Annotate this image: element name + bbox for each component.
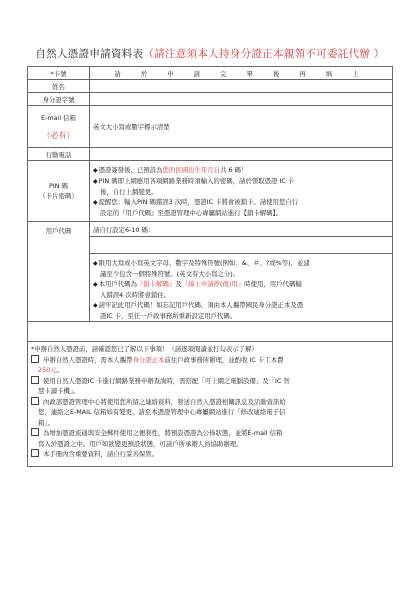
card-number-label: *卡號 xyxy=(28,67,90,80)
email-label-cell xyxy=(28,106,90,148)
id-number-row xyxy=(28,93,393,106)
title-warning: （請注意須本人持身分證正本親領不可委託代辦 ） xyxy=(143,48,385,60)
email-label: E-mail 信箱 xyxy=(41,113,76,122)
id-number-field[interactable] xyxy=(90,93,393,106)
application-table xyxy=(27,66,393,467)
mobile-row xyxy=(28,148,393,161)
form-title xyxy=(0,46,420,61)
checklist-row xyxy=(28,342,393,467)
pin-sublabel: （卡片密碼） xyxy=(39,192,78,200)
email-field[interactable] xyxy=(90,106,393,148)
diamond-bullet-icon: ◆ xyxy=(93,198,98,206)
user-code-input-line[interactable] xyxy=(90,224,392,237)
user-code-cell: 請自行設定6-10 碼： ◆限用大寫或小寫英文字母、數字及特殊符號(例如：&、＃、?或%等)，並建 議至少包含一個特殊符號。(英文有大小寫之分)。 ◆本用戶代碼為『鎖卡解碼』及『線上申請停(復)用』時使用，用戶代碼輸 入錯誤4 次時將會鎖住。 ◆請牢記此用戶代碼！如忘記用戶代碼，須由本人攜帶國民身分證正本及憑 證IC 卡，至任一戶政事務所重新設定用戶代碼。 xyxy=(90,222,393,322)
diamond-bullet-icon: ◆ xyxy=(93,260,98,267)
card-number-note[interactable]: 請 於 申 請 完 畢 後 再 填 上 xyxy=(90,67,393,80)
pin-row xyxy=(28,161,393,222)
checkbox-public-status[interactable] xyxy=(31,428,39,436)
checkbox-identity-docs[interactable] xyxy=(31,355,39,363)
name-field[interactable] xyxy=(90,80,393,93)
user-code-input-area[interactable] xyxy=(90,237,392,254)
card-fee: 250元 xyxy=(38,366,57,374)
mobile-field[interactable] xyxy=(90,148,393,161)
checkbox-keep-manual[interactable] xyxy=(31,449,39,457)
pin-label-cell xyxy=(28,161,90,222)
title-main: 自然人憑證申請資料表 xyxy=(35,48,144,60)
name-label: 姓名 xyxy=(28,80,90,93)
online-suspend-term: 『線上申請停(復)用』 xyxy=(181,280,245,288)
email-required-label: （必有） xyxy=(42,130,75,140)
pin-notes: ◆憑證簽發後，已預設為您的民國出生年月日共 6 碼！ ◆PIN 碼即上網應用各項網路業務時須輸入的密碼，請於領取憑證 IC 卡 後，自行上網變更。 ◆提醒您：輸入PIN 碼錯誤3 次時，憑證IC 卡將會被鎖卡。請使用您自行 設定的『用戶代碼』至憑證管理中心專屬網站進行【鎖卡解碼】。 xyxy=(90,161,393,222)
unlock-card-term: 『鎖卡解碼』 xyxy=(136,280,176,288)
diamond-bullet-icon: ◆ xyxy=(93,302,98,309)
user-code-prompt: 請自行設定6-10 碼： xyxy=(93,226,155,234)
email-row xyxy=(28,106,393,148)
diamond-bullet-icon: ◆ xyxy=(93,166,98,174)
id-number-label: 身分證字號 xyxy=(28,93,90,106)
mobile-label: 行動電話 xyxy=(28,148,90,161)
pin-default-value: 您的民國出生年月日 xyxy=(162,165,221,174)
spacer-row xyxy=(28,322,393,342)
user-code-label: 用戶代碼 xyxy=(28,222,90,322)
email-hint: 英文大小寫或數字標示清楚 xyxy=(93,123,170,131)
name-row xyxy=(28,80,393,93)
checkbox-card-reader[interactable] xyxy=(31,376,39,384)
checklist-cell: *申辦自然人憑證前，請確認您已了解以下事項！（請逐項閱讀並打勾表示了解） 申辦自然人憑證時，需本人攜帶身分證正本前往戶政事務所辦理，並酌收 IC 卡工本費 250元。 使用自然人憑證IC 卡進行網路業務申辦查詢時，需搭配「可上網之電腦設備」及「IC 智 慧卡讀卡機」。 內政部憑證管理中心將使用您所留之連絡資料，發送自然人憑證相關訊息及活動資訊給 您，連絡之E-MAIL 信箱如有變更，請至本憑證管理中心專屬網站進行「修改連絡電子信 箱」。 為增加憑證流通與安全郵件使用之便利性，將預設憑證為公佈狀態，並將E-mail 信箱 寫入於憑證之中。用戶如欲變更預設狀態，可請戶所承辦人員協助辦理。 本手冊內含重要資料，請自行妥善保管。 xyxy=(28,342,393,467)
diamond-bullet-icon: ◆ xyxy=(93,177,98,185)
diamond-bullet-icon: ◆ xyxy=(93,281,98,288)
pin-label: PIN 碼 xyxy=(49,182,68,190)
card-number-row xyxy=(28,67,393,80)
user-code-row xyxy=(28,222,393,322)
checklist-header: *申辦自然人憑證前，請確認您已了解以下事項！（請逐項閱讀並打勾表示了解） xyxy=(31,345,258,353)
id-card-original-term: 身分證正本 xyxy=(132,355,165,364)
checkbox-contact-info[interactable] xyxy=(31,397,39,405)
